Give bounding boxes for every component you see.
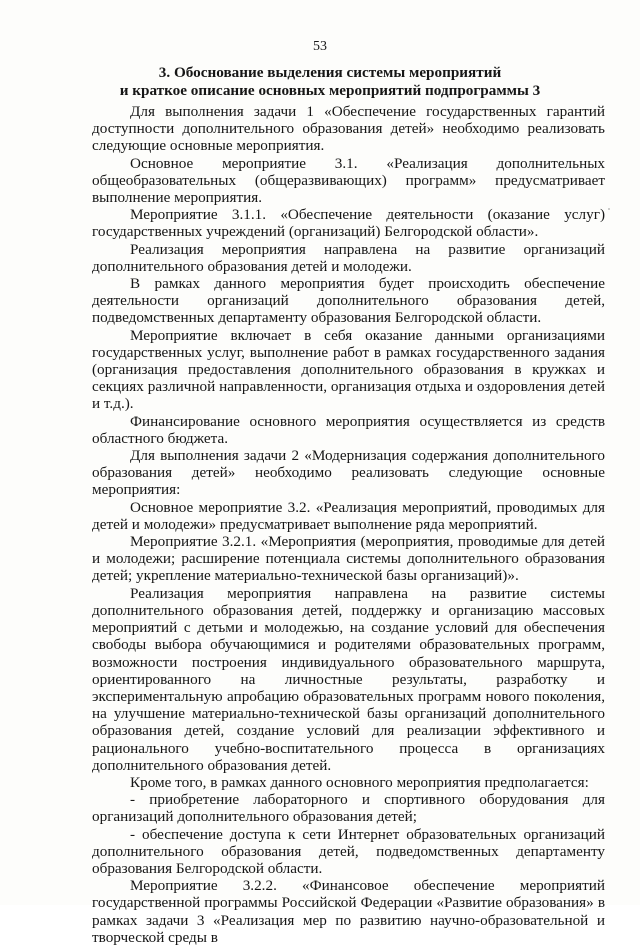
page-number: 53 [313, 39, 327, 54]
paragraph: Мероприятие включает в себя оказание данными организациями государственных услуг, выполнение работ в рамках государственного задания (организация предоставления дополнительного образования в кружках и секциях различной направленности, организация отдыха и оздоровления детей и т.д.). [92, 326, 605, 413]
list-item: - обеспечение доступа к сети Интернет образовательных организаций дополнительного образования детей, подведомственных департаменту образования Белгородской области. [92, 825, 605, 877]
paragraph: Реализация мероприятия направлена на развитие организаций дополнительного образования детей и молодежи. [92, 240, 605, 275]
list-item: - приобретение лабораторного и спортивного оборудования для организаций дополнительного образования детей; [92, 791, 605, 826]
body-text [92, 103, 605, 946]
paragraph: В рамках данного мероприятия будет происходить обеспечение деятельности организаций дополнительного образования детей, подведомственных департаменту образования Белгородской области. [92, 275, 605, 327]
paragraph: Реализация мероприятия направлена на развитие системы дополнительного образования детей, поддержку и организацию массовых мероприятий с детьми и молодежью, на создание условий для обеспечения свободы выбора обучающимися и родителями образовательных программ, возможности построения индивидуального образовательного маршрута, ориентированного на личностные результаты, разработку и экспериментальную апробацию образовательных программ нового поколения, на улучшение материально-технической базы организаций дополнительного образования детей, создание условий для реализации эффективного и рационального учебно-воспитательного процесса в организациях дополнительного образования детей. [92, 584, 605, 774]
section-title-line-1: 3. Обоснование выделения системы мероприятий [158, 64, 502, 81]
paragraph: Мероприятие 3.2.1. «Мероприятия (мероприятия, проводимые для детей и молодежи; расширение потенциала системы дополнительного образования детей; укрепление материально-технической базы организаций)». [92, 533, 605, 585]
scan-speck [608, 208, 610, 210]
paragraph-final: Мероприятие 3.2.2. «Финансовое обеспечение мероприятий государственной программы Российской Федерации «Развитие образования» в рамках задачи 3 «Реализация мер по развитию научно-образовательной и творческой среды в [92, 877, 605, 946]
section-heading [60, 64, 600, 100]
paragraph: Для выполнения задачи 2 «Модернизация содержания дополнительного образования детей» необходимо реализовать следующие основные мероприятия: [92, 447, 605, 499]
paragraph: Основное мероприятие 3.1. «Реализация дополнительных общеобразовательных (общеразвивающих) программ» предусматривает выполнение мероприятия. [92, 154, 605, 207]
paragraph: Финансирование основного мероприятия осуществляется из средств областного бюджета. [92, 412, 605, 447]
paragraph: Основное мероприятие 3.2. «Реализация мероприятий, проводимых для детей и молодежи» предусматривает выполнение ряда мероприятий. [92, 498, 605, 533]
paragraph: Для выполнения задачи 1 «Обеспечение государственных гарантий доступности дополнительного образования детей» необходимо реализовать следующие основные мероприятия. [92, 103, 605, 155]
paragraph: Кроме того, в рамках данного основного мероприятия предполагается: [130, 773, 589, 791]
section-title-line-2: и краткое описание основных мероприятий подпрограммы 3 [119, 82, 541, 99]
paragraph: Мероприятие 3.1.1. «Обеспечение деятельности (оказание услуг) государственных учреждений (организаций) Белгородской области». [92, 206, 605, 241]
